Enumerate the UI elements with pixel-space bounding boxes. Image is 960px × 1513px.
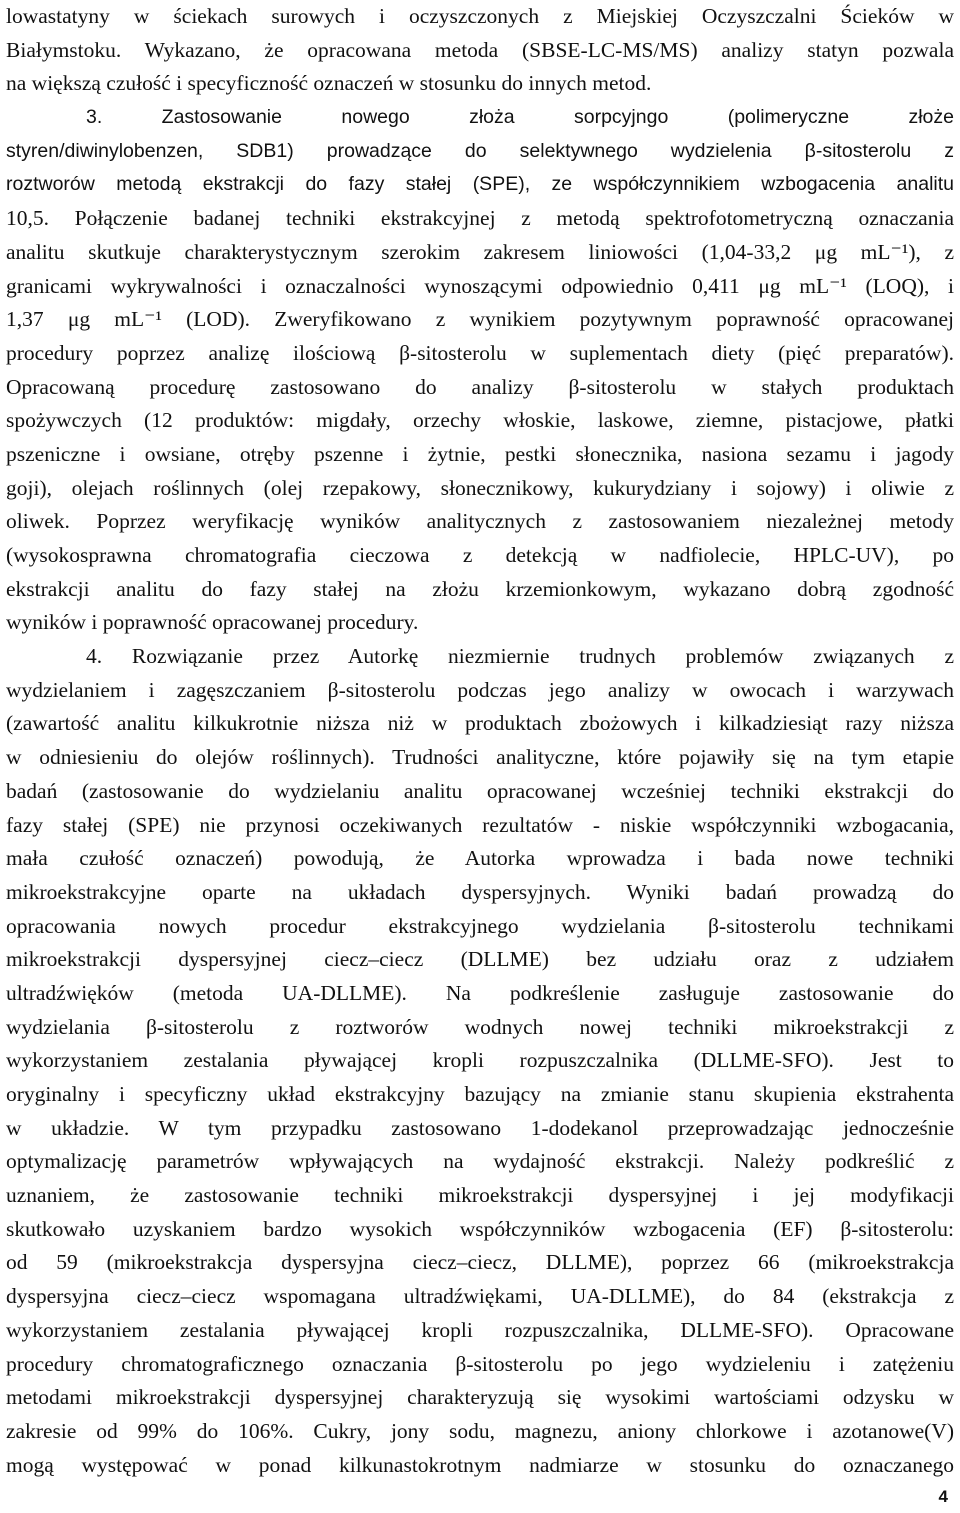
text-line: wydzielania β-sitosterolu z roztworów wodnych nowej techniki mikroekstrakcji z (6, 1014, 954, 1039)
text-line: badań (zastosowanie do wydzielaniu analitu opracowanej wcześniej techniki ekstrakcji do (6, 778, 954, 803)
text-line: procedury poprzez analizę ilościową β-sitosterolu w suplementach diety (pięć preparatów). (6, 340, 954, 365)
text-line: 1,37 μg mL⁻¹ (LOD). Zweryfikowano z wynikiem pozytywnym poprawność opracowanej (6, 307, 954, 332)
text-line: mikroekstrakcyjne oparte na układach dyspersyjnych. Wyniki badań prowadzą do (6, 879, 954, 904)
text-line: oryginalny i specyficzny układ ekstrakcyjny bazujący na zmianie stanu skupienia ekstrahenta (6, 1082, 954, 1106)
text-line: na większą czułość i specyficzność oznaczeń w stosunku do innych metod. (6, 71, 652, 96)
text-line: Białymstoku. Wykazano, że opracowana metoda (SBSE-LC-MS/MS) analizy statyn pozwala (6, 37, 954, 62)
body-text (6, 0, 954, 1482)
text-line: 3. Zastosowanie nowego złoża sorpcyjngo (polimeryczne złoże (86, 106, 954, 129)
text-line: (zawartość analitu kilkukrotnie niższa niż w produktach zbożowych i kilkadziesiąt razy niższa (6, 711, 954, 736)
text-line: ekstrakcji analitu do fazy stałej na złożu krzemionkowym, wykazano dobrą zgodność (6, 576, 954, 601)
text-line: styren/diwinylobenzen, SDB1) prowadzące do selektywnego wydzielenia β-sitosterolu z (6, 139, 954, 162)
text-line: granicami wykrywalności i oznaczalności wynoszącymi odpowiednio 0,411 μg mL⁻¹ (LOQ), i (6, 273, 954, 298)
text-line: wydzielaniem i zagęszczaniem β-sitosterolu podczas jego analizy w owocach i warzywach (6, 677, 954, 702)
page-number: 4 (938, 1487, 948, 1506)
text-line: od 59 (mikroekstrakcja dyspersyjna ciecz–ciecz, DLLME), poprzez 66 (mikroekstrakcja (6, 1250, 954, 1275)
text-line: ultradźwięków (metoda UA-DLLME). Na podkreślenie zasługuje zastosowanie do (6, 980, 954, 1005)
text-line: Opracowaną procedurę zastosowano do analizy β-sitosterolu w stałych produktach (6, 374, 954, 399)
text-line: procedury chromatograficznego oznaczania β-sitosterolu po jego wydzieleniu i zatężeniu (6, 1351, 954, 1376)
text-line: fazy stałej (SPE) nie przynosi oczekiwanych rezultatów - niskie współczynniki wzbogacania, (6, 812, 954, 837)
text-line: 4. Rozwiązanie przez Autorkę niezmiernie trudnych problemów związanych z (86, 644, 954, 669)
text-line: opracowania nowych procedur ekstrakcyjnego wydzielania β-sitosterolu technikami (6, 913, 954, 938)
text-line: wyników i poprawność opracowanej procedury. (6, 610, 419, 635)
text-line: dyspersyjna ciecz–ciecz wspomagana ultradźwiękami, UA-DLLME), do 84 (ekstrakcja z (6, 1284, 954, 1309)
text-line: mogą występować w ponad kilkunastokrotnym nadmiarze w stosunku do oznaczanego (6, 1452, 954, 1477)
text-line: zakresie od 99% do 106%. Cukry, jony sodu, magnezu, aniony chlorkowe i azotanowe(V) (6, 1418, 954, 1443)
text-line: optymalizację parametrów wpływających na wydajność ekstrakcji. Należy podkreślić z (6, 1149, 954, 1174)
text-line: oliwek. Poprzez weryfikację wyników analitycznych z zastosowaniem niezależnej metody (6, 509, 954, 534)
text-line: spożywczych (12 produktów: migdały, orzechy włoskie, laskowe, ziemne, pistacjowe, płatki (6, 408, 954, 433)
text-line: skutkowało uzyskaniem bardzo wysokich współczynników wzbogacenia (EF) β-sitosterolu: (6, 1216, 954, 1241)
text-line: w odniesieniu do olejów roślinnych). Trudności analityczne, które pojawiły się na tym etapie (6, 745, 954, 770)
text-line: w układzie. W tym przypadku zastosowano 1-dodekanol przeprowadzając jednocześnie (6, 1115, 954, 1140)
text-line: wykorzystaniem zestalania pływającej kropli rozpuszczalnika (DLLME-SFO). Jest to (6, 1048, 954, 1073)
text-line: mała czułość oznaczeń) powodują, że Autorka wprowadza i bada nowe techniki (6, 846, 954, 871)
text-line: lowastatyny w ściekach surowych i oczyszczonych z Miejskiej Oczyszczalni Ścieków w (6, 4, 954, 28)
text-line: (wysokosprawna chromatografia cieczowa z detekcją w nadfiolecie, HPLC-UV), po (6, 543, 954, 567)
text-line: goji), olejach roślinnych (olej rzepakowy, słonecznikowy, kukurydziany i sojowy) i oliwie z (6, 475, 954, 500)
text-line: roztworów metodą ekstrakcji do fazy stałej (SPE), ze współczynnikiem wzbogacenia analitu (6, 173, 954, 196)
text-line: uznaniem, że zastosowanie techniki mikroekstrakcji dyspersyjnej i jej modyfikacji (6, 1183, 954, 1208)
text-line: mikroekstrakcji dyspersyjnej ciecz–ciecz (DLLME) bez udziału oraz z udziałem (6, 947, 954, 972)
text-line: metodami mikroekstrakcji dyspersyjnej charakteryzują się wysokimi wartościami odzysku w (6, 1385, 954, 1410)
text-line: 10,5. Połączenie badanej techniki ekstrakcyjnej z metodą spektrofotometryczną oznaczania (6, 206, 954, 231)
text-line: wykorzystaniem zestalania pływającej kropli rozpuszczalnika, DLLME-SFO). Opracowane (6, 1317, 954, 1342)
text-line: pszeniczne i owsiane, otręby pszenne i żytnie, pestki słonecznika, nasiona sezamu i jagody (6, 441, 954, 466)
text-line: analitu skutkuje charakterystycznym szerokim zakresem liniowości (1,04-33,2 μg mL⁻¹), z (6, 239, 954, 264)
